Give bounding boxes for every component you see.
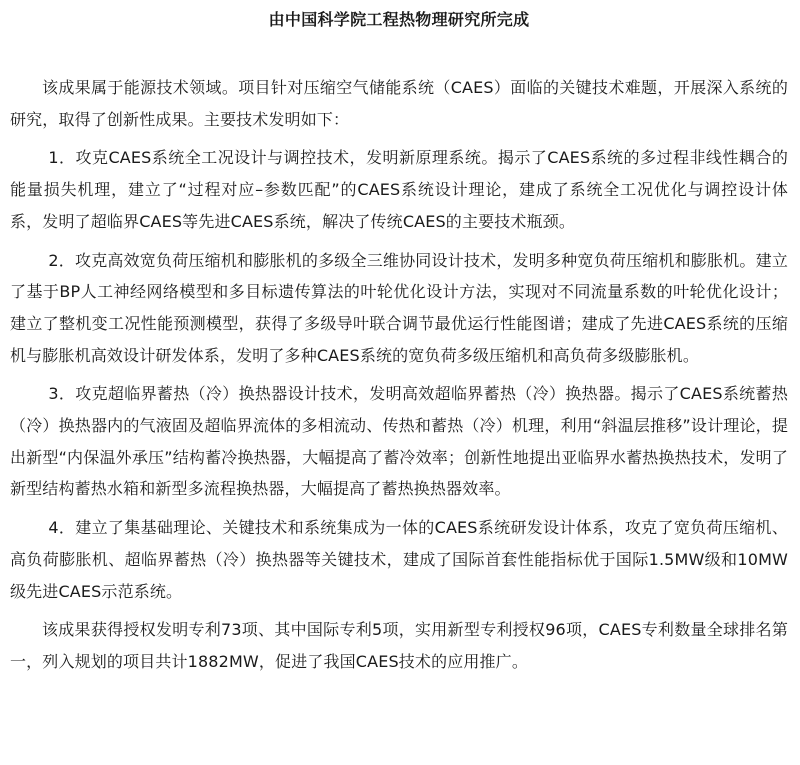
summary-paragraph: 该成果获得授权发明专利73项、其中国际专利5项，实用新型专利授权96项，CAES专利数量全球排名第一，列入规划的项目共计1882MW，促进了我国CAES技术的应用推广。 [10,620,788,671]
invention-item-2: 2．攻克高效宽负荷压缩机和膨胀机的多级全三维协同设计技术，发明多种宽负荷压缩机和膨胀机。建立了基于BP人工神经网络模型和多目标遗传算法的叶轮优化设计方法，实现对不同流量系数的叶轮优化设计；建立了整机变工况性能预测模型，获得了多级导叶联合调节最优运行性能图谱；建成了先进CAES系统的压缩机与膨胀机高效设计研发体系，发明了多种CAES系统的宽负荷多级压缩机和高负荷多级膨胀机。 [10,250,788,365]
invention-item-4: 4．建立了集基础理论、关键技术和系统集成为一体的CAES系统研发设计体系，攻克了宽负荷压缩机、高负荷膨胀机、超临界蓄热（冷）换热器等关键技术，建成了国际首套性能指标优于国际1.5MW级和10MW级先进CAES示范系统。 [10,518,788,601]
invention-item-3: 3．攻克超临界蓄热（冷）换热器设计技术，发明高效超临界蓄热（冷）换热器。揭示了CAES系统蓄热（冷）换热器内的气液固及超临界流体的多相流动、传热和蓄热（冷）机理，利用“斜温层推移”设计理论，提出新型“内保温外承压”结构蓄冷换热器，大幅提高了蓄冷效率；创新性地提出亚临界水蓄热换热技术，发明了新型结构蓄热水箱和新型多流程换热器，大幅提高了蓄热换热器效率。 [10,384,788,499]
document-title: 由中国科学院工程热物理研究所完成 [268,10,530,29]
intro-paragraph: 该成果属于能源技术领域。项目针对压缩空气储能系统（CAES）面临的关键技术难题，开展深入系统的研究，取得了创新性成果。主要技术发明如下： [10,78,788,129]
invention-item-1: 1．攻克CAES系统全工况设计与调控技术，发明新原理系统。揭示了CAES系统的多过程非线性耦合的能量损失机理，建立了“过程对应–参数匹配”的CAES系统设计理论，建成了系统全工况优化与调控设计体系，发明了超临界CAES等先进CAES系统，解决了传统CAES的主要技术瓶颈。 [10,148,788,231]
